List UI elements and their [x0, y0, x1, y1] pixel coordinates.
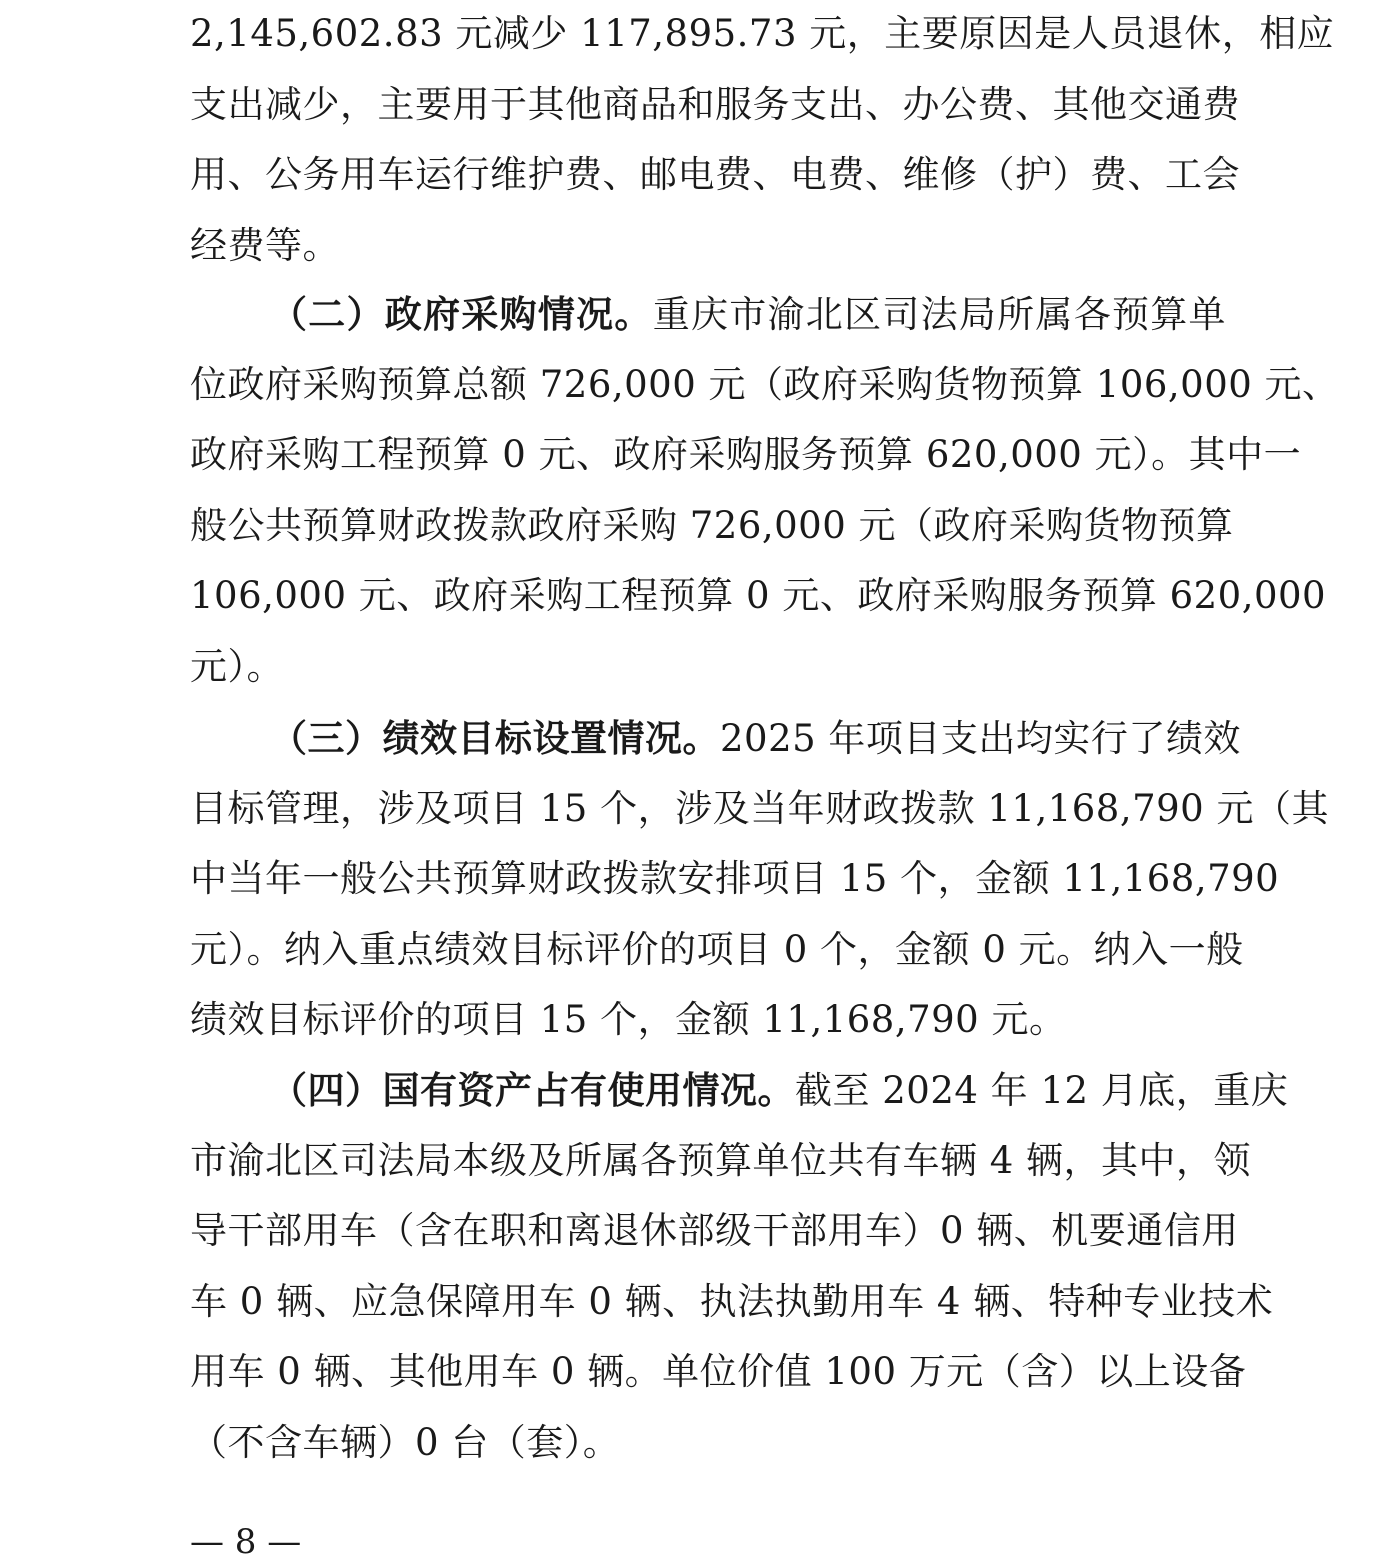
- text-line: 2,145,602.83 元减少 117,895.73 元，主要原因是人员退休，相应: [190, 12, 1335, 55]
- text-line: 导干部用车（含在职和离退休部级干部用车）0 辆、机要通信用: [190, 1209, 1239, 1252]
- text-line: 政府采购工程预算 0 元、政府采购服务预算 620,000 元）。其中一: [190, 433, 1302, 476]
- text-line: 市渝北区司法局本级及所属各预算单位共有车辆 4 辆，其中，领: [190, 1138, 1252, 1182]
- text-line: 目标管理，涉及项目 15 个，涉及当年财政拨款 11,168,790 元（其: [190, 786, 1329, 830]
- text-line: 车 0 辆、应急保障用车 0 辆、执法执勤用车 4 辆、特种专业技术: [190, 1279, 1274, 1323]
- page-number: — 8 —: [190, 1522, 302, 1562]
- text-span: 2025 年项目支出均实行了绩效: [720, 717, 1241, 760]
- text-line: [190, 279, 1226, 350]
- section-heading-procurement: （二）政府采购情况。: [270, 292, 653, 336]
- text-line: 支出减少，主要用于其他商品和服务支出、办公费、其他交通费: [190, 82, 1240, 126]
- text-line: 元）。纳入重点绩效目标评价的项目 0 个，金额 0 元。纳入一般: [190, 927, 1244, 971]
- text-line: 用、公务用车运行维护费、邮电费、电费、维修（护）费、工会: [190, 153, 1240, 196]
- text-line: 用车 0 辆、其他用车 0 辆。单位价值 100 万元（含）以上设备: [190, 1350, 1247, 1393]
- text-line: 位政府采购预算总额 726,000 元（政府采购货物预算 106,000 元、: [190, 362, 1340, 406]
- paragraph-government-procurement: [190, 279, 1340, 702]
- text-line: 元）。: [190, 644, 284, 688]
- text-line: 中当年一般公共预算财政拨款安排项目 15 个，金额 11,168,790: [190, 857, 1280, 900]
- paragraph-state-assets: [190, 1055, 1289, 1478]
- section-heading-assets: （四）国有资产占有使用情况。: [270, 1068, 795, 1112]
- text-line: 般公共预算财政拨款政府采购 726,000 元（政府采购货物预算: [190, 503, 1234, 547]
- section-heading-performance: （三）绩效目标设置情况。: [270, 716, 720, 760]
- text-line: 绩效目标评价的项目 15 个，金额 11,168,790 元。: [190, 998, 1067, 1041]
- paragraph-expenditure-summary: [190, 0, 1335, 281]
- text-line: [190, 1055, 1289, 1126]
- text-span: 截至 2024 年 12 月底，重庆: [795, 1069, 1289, 1112]
- text-line: 106,000 元、政府采购工程预算 0 元、政府采购服务预算 620,000: [190, 574, 1327, 617]
- text-line: [190, 703, 1241, 774]
- text-line: 经费等。: [190, 223, 340, 267]
- text-line: （不含车辆）0 台（套）。: [190, 1420, 621, 1464]
- paragraph-performance-targets: [190, 703, 1329, 1056]
- text-span: 重庆市渝北区司法局所属各预算单: [652, 293, 1227, 336]
